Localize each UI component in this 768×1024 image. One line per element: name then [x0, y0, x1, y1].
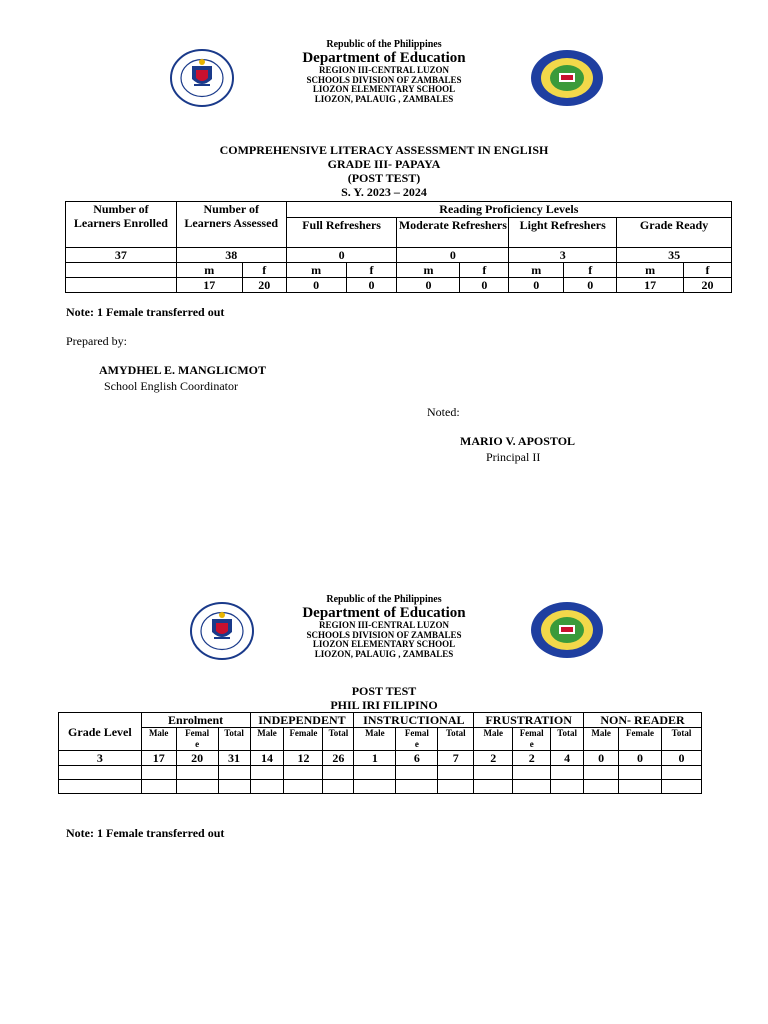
division-label: SCHOOLS DIVISION OF ZAMBALES	[306, 74, 462, 85]
assessed-m: 17	[176, 278, 242, 293]
level-moderate: Moderate Refreshers	[397, 218, 509, 248]
ready-m: 17	[617, 278, 684, 293]
grade-level-header: Grade Level	[59, 713, 142, 751]
address-label: LIOZON, PALAUIG , ZAMBALES	[314, 648, 454, 659]
school-label: LIOZON ELEMENTARY SCHOOL	[312, 84, 456, 95]
instructional-female: 6	[396, 751, 438, 766]
enrolment-female: 20	[176, 751, 218, 766]
noter-name: MARIO V. APOSTOL	[460, 434, 576, 448]
total-header: Total	[438, 728, 474, 751]
f-header: f	[346, 263, 397, 278]
male-header: Male	[141, 728, 176, 751]
female-header: Femal e	[176, 728, 218, 751]
level-full: Full Refreshers	[286, 218, 397, 248]
full-total: 0	[286, 248, 397, 263]
f-header: f	[684, 263, 732, 278]
region-label: REGION III-CENTRAL LUZON	[318, 65, 450, 76]
frustration-female: 2	[513, 751, 551, 766]
m-header: m	[286, 263, 346, 278]
report2-titles	[0, 684, 768, 712]
grade-value: 3	[59, 751, 142, 766]
letterhead-2	[0, 595, 768, 659]
empty-row	[59, 780, 702, 794]
report2-subtitle: PHIL IRI FILIPINO	[330, 698, 438, 712]
ready-f: 20	[684, 278, 732, 293]
non-reader-female: 0	[619, 751, 662, 766]
republic-label: Republic of the Philippines	[326, 39, 442, 50]
non-reader-total: 0	[661, 751, 701, 766]
non-reader-male: 0	[584, 751, 619, 766]
female-header: Femal e	[396, 728, 438, 751]
department-label: Department of Education	[302, 604, 466, 621]
enrolled-value: 37	[66, 248, 177, 263]
light-f: 0	[564, 278, 617, 293]
total-header: Total	[551, 728, 584, 751]
moderate-f: 0	[460, 278, 509, 293]
light-total: 3	[509, 248, 617, 263]
letterhead-1	[0, 40, 768, 104]
m-header: m	[397, 263, 460, 278]
ready-total: 35	[617, 248, 732, 263]
address-label: LIOZON, PALAUIG , ZAMBALES	[314, 93, 454, 104]
instructional-total: 7	[438, 751, 474, 766]
enrolment-total: 31	[218, 751, 250, 766]
division-label: SCHOOLS DIVISION OF ZAMBALES	[306, 629, 462, 640]
full-m: 0	[286, 278, 346, 293]
report1-titles	[0, 143, 768, 199]
table-row	[59, 751, 702, 766]
phil-iri-table	[58, 712, 702, 794]
moderate-m: 0	[397, 278, 460, 293]
department-label: Department of Education	[302, 49, 466, 66]
female-header: Female	[619, 728, 662, 751]
independent-female: 12	[284, 751, 323, 766]
f-header: f	[564, 263, 617, 278]
group-instructional: INSTRUCTIONAL	[354, 713, 474, 728]
independent-male: 14	[250, 751, 284, 766]
preparer-name: AMYDHEL E. MANGLICMOT	[99, 363, 267, 377]
group-independent: INDEPENDENT	[250, 713, 354, 728]
light-m: 0	[509, 278, 564, 293]
report1-grade: GRADE III- PAPAYA	[327, 157, 441, 171]
level-grade-ready: Grade Ready	[617, 218, 732, 248]
group-enrolment: Enrolment	[141, 713, 250, 728]
prepared-by-label: Prepared by:	[66, 334, 127, 348]
m-header: m	[617, 263, 684, 278]
m-header: m	[509, 263, 564, 278]
level-light: Light Refreshers	[509, 218, 617, 248]
group-frustration: FRUSTRATION	[474, 713, 584, 728]
report1-title: COMPREHENSIVE LITERACY ASSESSMENT IN ENGLISH	[219, 143, 549, 157]
total-header: Total	[323, 728, 354, 751]
group-non-reader: NON- READER	[584, 713, 702, 728]
assessed-header: Number of Learners Assessed	[176, 202, 286, 248]
enrolled-header: Number of Learners Enrolled	[66, 202, 177, 248]
male-header: Male	[354, 728, 396, 751]
m-header: m	[176, 263, 242, 278]
preparer-title: School English Coordinator	[104, 379, 238, 393]
instructional-male: 1	[354, 751, 396, 766]
noted-label: Noted:	[427, 405, 460, 419]
f-header: f	[460, 263, 509, 278]
full-f: 0	[346, 278, 397, 293]
male-header: Male	[584, 728, 619, 751]
noter-title: Principal II	[486, 450, 541, 464]
levels-header: Reading Proficiency Levels	[286, 202, 731, 218]
enrolment-male: 17	[141, 751, 176, 766]
total-header: Total	[218, 728, 250, 751]
note-2: Note: 1 Female transferred out	[66, 826, 225, 840]
female-header: Femal e	[513, 728, 551, 751]
total-header: Total	[661, 728, 701, 751]
literacy-table	[65, 201, 732, 293]
frustration-male: 2	[474, 751, 513, 766]
male-header: Male	[474, 728, 513, 751]
republic-label: Republic of the Philippines	[326, 594, 442, 605]
school-label: LIOZON ELEMENTARY SCHOOL	[312, 639, 456, 650]
empty-row	[59, 766, 702, 780]
report1-test: (POST TEST)	[347, 171, 421, 185]
moderate-total: 0	[397, 248, 509, 263]
report1-sy: S. Y. 2023 – 2024	[341, 185, 427, 199]
note-1: Note: 1 Female transferred out	[66, 305, 225, 319]
blank-cell	[66, 263, 177, 278]
blank-cell	[66, 278, 177, 293]
male-header: Male	[250, 728, 284, 751]
female-header: Female	[284, 728, 323, 751]
frustration-total: 4	[551, 751, 584, 766]
assessed-value: 38	[176, 248, 286, 263]
report2-title: POST TEST	[351, 684, 417, 698]
assessed-f: 20	[242, 278, 286, 293]
independent-total: 26	[323, 751, 354, 766]
f-header: f	[242, 263, 286, 278]
region-label: REGION III-CENTRAL LUZON	[318, 620, 450, 631]
